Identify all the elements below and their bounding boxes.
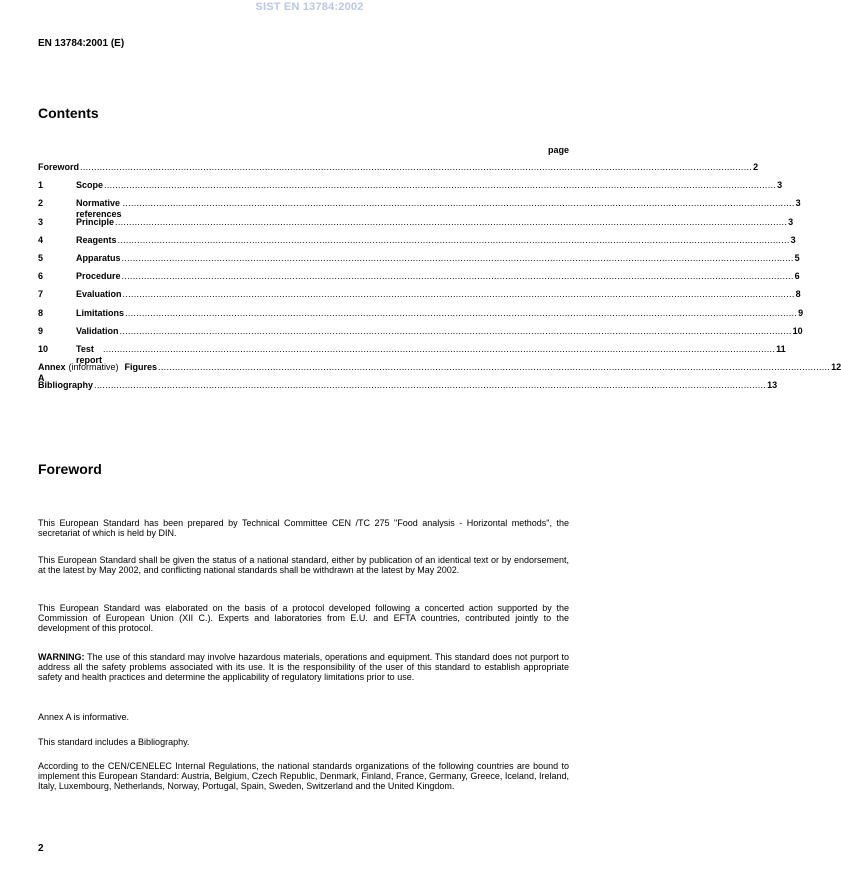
toc-entry-page: 3 xyxy=(777,180,783,191)
toc-leader-dots: ................................................................................................................................................................................................................................................ xyxy=(115,216,788,227)
toc-entry-limitations[interactable] xyxy=(38,307,804,326)
toc-entry-title: Limitations xyxy=(76,307,125,318)
toc-entry-title: Apparatus xyxy=(76,252,121,263)
toc-entry-annex-a[interactable] xyxy=(38,362,841,384)
toc-entry-page: 3 xyxy=(795,198,801,209)
document-id: EN 13784:2001 (E) xyxy=(38,38,125,49)
watermark: SIST EN 13784:2002 xyxy=(255,1,364,13)
toc-entry-number: 9 xyxy=(38,325,44,336)
toc-leader-dots: ................................................................................................................................................................................................................................................ xyxy=(121,252,794,263)
toc-entry-procedure[interactable] xyxy=(38,271,800,289)
toc-page-label: page xyxy=(547,145,569,155)
toc-entry-page: 9 xyxy=(798,307,804,318)
foreword-paragraph-2: This European Standard shall be given the status of a national standard, either by publication of an identical text or by endorsement, at the latest by May 2002, and conflicting national standards shall be withdrawn at the latest by May 2002. xyxy=(38,555,569,575)
toc-entry-page: 2 xyxy=(753,162,759,172)
toc-entry-number: 1 xyxy=(38,180,44,191)
warning-text: The use of this standard may involve hazardous materials, operations and equipment. This standard does not purport to address all the safety problems associated with its use. It is the responsibility of the user of this standard to establish appropriate safety and health practices and determine the applicability of regulatory limitations prior to use. xyxy=(38,652,570,682)
toc-entry-page: 11 xyxy=(776,343,786,354)
warning-label: WARNING: xyxy=(38,652,85,662)
toc-entry-title: Principle xyxy=(76,216,115,227)
toc-entry-number: 5 xyxy=(38,252,44,263)
foreword-paragraph-annex: Annex A is informative. xyxy=(38,712,130,722)
toc-entry-scope[interactable] xyxy=(38,180,783,198)
toc-entry-title: Foreword xyxy=(38,162,80,172)
toc-leader-dots: ................................................................................................................................................................................................................................................ xyxy=(122,289,795,300)
toc-entry-title: Bibliography xyxy=(38,380,94,391)
toc-entry-apparatus[interactable] xyxy=(38,252,800,271)
toc-entry-principle[interactable] xyxy=(38,216,794,235)
toc-entry-bibliography[interactable] xyxy=(38,380,778,398)
toc-entry-number: 6 xyxy=(38,271,44,282)
toc-leader-dots: ................................................................................................................................................................................................................................................ xyxy=(103,343,776,354)
toc-entry-normative-references[interactable] xyxy=(38,198,801,220)
toc-entry-title: Evaluation xyxy=(76,289,122,300)
toc-leader-dots: ................................................................................................................................................................................................................................................ xyxy=(117,234,790,245)
toc-entry-number: 3 xyxy=(38,216,44,227)
toc-entry-title: Annex A xyxy=(38,362,66,384)
toc-entry-reagents[interactable] xyxy=(38,234,796,253)
toc-entry-page: 13 xyxy=(767,380,778,391)
toc-entry-title: Reagents xyxy=(76,234,117,245)
foreword-paragraph-3: This European Standard was elaborated on the basis of a protocol developed following a concerted action supported by the Commission of European Union (XII C.). Experts and laboratories from E.U. and EFTA countries, contributed jointly to the development of this protocol. xyxy=(38,603,569,633)
toc-entry-page: 10 xyxy=(792,325,803,336)
toc-entry-test-report[interactable] xyxy=(38,343,786,365)
table-of-contents xyxy=(38,162,841,398)
contents-heading: Contents xyxy=(38,105,99,121)
toc-entry-page: 6 xyxy=(794,271,800,282)
toc-entry-number: 2 xyxy=(38,198,44,209)
toc-leader-dots: ................................................................................................................................................................................................................................................ xyxy=(158,362,831,373)
toc-leader-dots: ................................................................................................................................................................................................................................................ xyxy=(104,180,777,191)
toc-entry-title: Test report xyxy=(76,343,103,365)
toc-entry-page: 3 xyxy=(788,216,794,227)
foreword-warning xyxy=(38,652,569,682)
toc-leader-dots: ................................................................................................................................................................................................................................................ xyxy=(119,325,792,336)
toc-entry-number: 7 xyxy=(38,289,44,300)
toc-leader-dots: ................................................................................................................................................................................................................................................ xyxy=(80,162,753,172)
toc-leader-dots: ................................................................................................................................................................................................................................................ xyxy=(94,380,767,391)
foreword-heading: Foreword xyxy=(38,461,102,477)
toc-entry-evaluation[interactable] xyxy=(38,289,801,307)
toc-entry-title: Scope xyxy=(76,180,104,191)
toc-entry-page: 3 xyxy=(790,234,796,245)
toc-entry-number: 4 xyxy=(38,234,44,245)
toc-entry-number: 8 xyxy=(38,307,44,318)
toc-entry-foreword[interactable] xyxy=(38,162,759,180)
toc-entry-page: 5 xyxy=(794,252,800,263)
toc-leader-dots: ................................................................................................................................................................................................................................................ xyxy=(122,198,795,209)
toc-leader-dots: ................................................................................................................................................................................................................................................ xyxy=(125,307,798,318)
toc-entry-annex-title: Figures xyxy=(124,362,158,373)
page-number: 2 xyxy=(38,843,44,854)
toc-entry-page: 8 xyxy=(795,289,801,300)
toc-leader-dots: ................................................................................................................................................................................................................................................ xyxy=(121,271,794,282)
toc-entry-title: Validation xyxy=(76,325,119,336)
toc-entry-page: 12 xyxy=(831,362,841,373)
foreword-paragraph-1: This European Standard has been prepared by Technical Committee CEN /TC 275 "Food analysis - Horizontal methods", the secretariat of which is held by DIN. xyxy=(38,518,569,538)
toc-entry-title: Normative references xyxy=(76,198,122,220)
toc-entry-title: Procedure xyxy=(76,271,121,282)
toc-entry-annex-type: (informative) xyxy=(68,362,119,373)
foreword-paragraph-bibliography: This standard includes a Bibliography. xyxy=(38,737,190,747)
toc-entry-number: 10 xyxy=(38,343,49,354)
foreword-paragraph-countries: According to the CEN/CENELEC Internal Regulations, the national standards organizations of the following countries are bound to implement this European Standard: Austria, Belgium, Czech Republic, Denmark, Finland, France, Germany, Greece, Iceland, Ireland, Italy, Luxembourg, Netherlands, Norway, Portugal, Spain, Sweden, Switzerland and the United Kingdom. xyxy=(38,761,569,791)
toc-entry-validation[interactable] xyxy=(38,325,803,344)
